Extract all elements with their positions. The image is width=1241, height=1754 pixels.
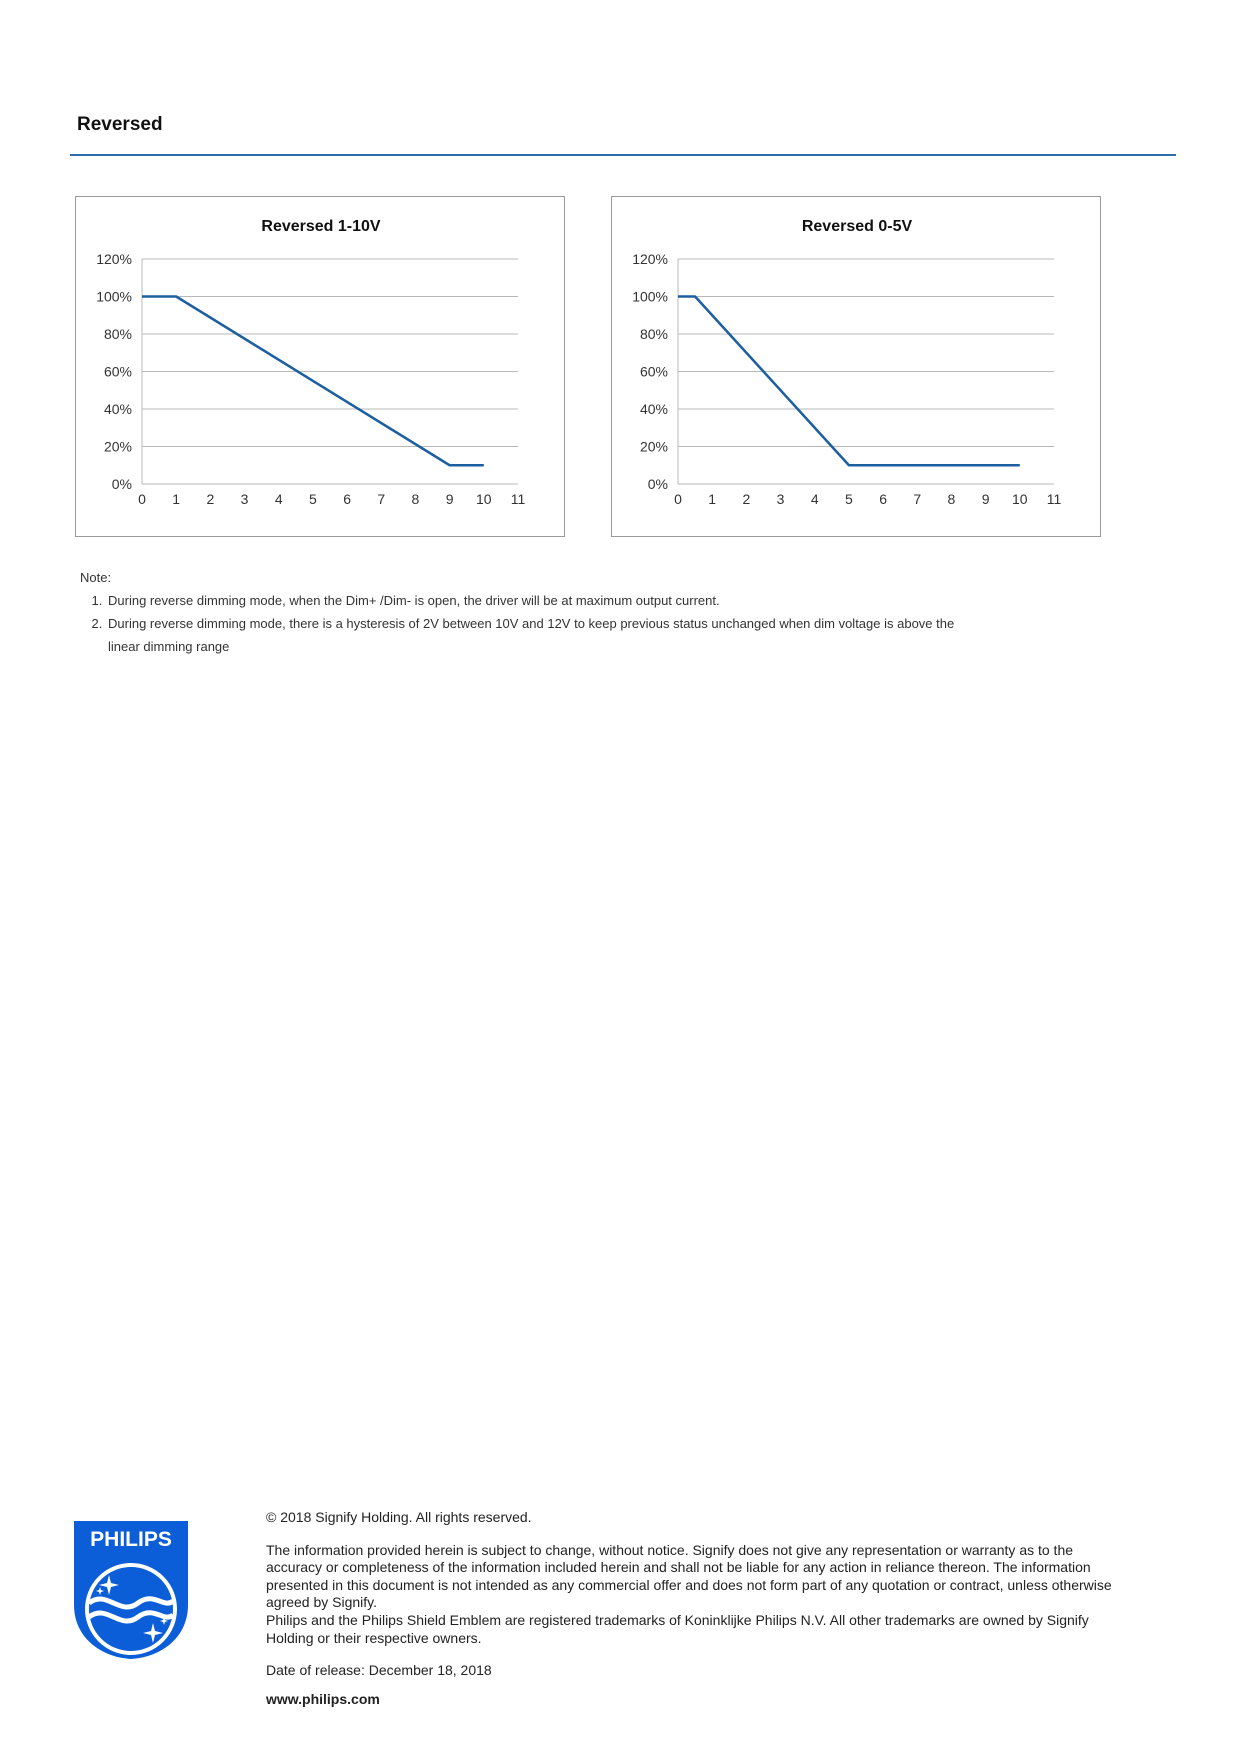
notes-list [80, 589, 980, 658]
y-tick-label: 120% [96, 251, 132, 267]
x-tick-label: 3 [776, 491, 785, 507]
x-tick-label: 4 [810, 491, 819, 507]
y-tick-label: 40% [103, 401, 132, 417]
x-tick-label: 7 [913, 491, 922, 507]
x-tick-label: 8 [411, 491, 420, 507]
y-tick-label: 40% [639, 401, 668, 417]
y-tick-label: 100% [632, 288, 668, 305]
series-line [678, 297, 1020, 466]
x-tick-label: 11 [510, 491, 526, 507]
x-tick-label: 4 [274, 491, 283, 507]
chart-title: Reversed 1-10V [261, 218, 381, 235]
y-tick-label: 0% [647, 476, 668, 492]
copyright: © 2018 Signify Holding. All rights reserved. [266, 1509, 532, 1525]
x-tick-label: 5 [845, 491, 853, 507]
x-tick-label: 8 [947, 491, 956, 507]
notes-label: Note: [80, 570, 112, 585]
footer [266, 1509, 1126, 1708]
note-item: 1. During reverse dimming mode, when the Dim+ /Dim- is open, the driver will be at maximum output current. [106, 589, 980, 612]
x-tick-label: 9 [981, 491, 990, 507]
y-tick-label: 20% [103, 438, 132, 455]
x-tick-label: 3 [240, 491, 249, 507]
chart-svg-2 [612, 197, 1102, 538]
notes-block [80, 566, 980, 658]
x-tick-label: 7 [377, 491, 386, 507]
x-tick-label: 2 [206, 491, 215, 507]
y-tick-label: 60% [103, 363, 132, 380]
y-tick-label: 100% [96, 288, 132, 305]
x-tick-label: 10 [1012, 491, 1028, 507]
philips-shield-logo [72, 1519, 190, 1661]
x-tick-label: 0 [138, 491, 146, 507]
disclaimer: The information provided herein is subject to change, without notice. Signify does not give any representation or warranty as to the accuracy or completeness of the information included herein and shall not be liable for any action in reliance thereon. The information presented in this document is not intended as any commercial offer and does not form part of any quotation or contract, unless otherwise agreed by Signify. [266, 1541, 1112, 1611]
x-tick-label: 0 [674, 491, 682, 507]
x-tick-label: 6 [343, 491, 351, 507]
y-tick-label: 60% [639, 363, 668, 380]
x-tick-label: 10 [476, 491, 492, 507]
x-tick-label: 11 [1046, 491, 1062, 507]
x-tick-label: 6 [879, 491, 887, 507]
section-title: Reversed [77, 114, 163, 135]
logo-wordmark: PHILIPS [90, 1528, 172, 1551]
chart-svg-1 [76, 197, 566, 538]
y-tick-label: 20% [639, 438, 668, 455]
x-tick-label: 5 [309, 491, 317, 507]
y-tick-label: 80% [103, 326, 132, 342]
y-tick-label: 80% [639, 326, 668, 342]
website-link[interactable]: www.philips.com [266, 1690, 380, 1707]
x-tick-label: 1 [172, 491, 181, 507]
trademark-notice: Philips and the Philips Shield Emblem are registered trademarks of Koninklijke Philips N.V. All other trademarks are owned by Signify Holding or their respective owners. [266, 1611, 1089, 1646]
x-tick-label: 1 [708, 491, 717, 507]
y-tick-label: 0% [111, 476, 132, 492]
chart-title: Reversed 0-5V [801, 218, 913, 235]
release-date: Date of release: December 18, 2018 [266, 1662, 492, 1679]
x-tick-label: 9 [445, 491, 454, 507]
chart-reversed-0-5v [611, 196, 1101, 537]
x-tick-label: 2 [742, 491, 751, 507]
y-tick-label: 120% [632, 251, 668, 267]
section-divider [70, 154, 1176, 156]
series-line [142, 297, 484, 466]
note-item: 2. During reverse dimming mode, there is a hysteresis of 2V between 10V and 12V to keep previous status unchanged when dim voltage is above the linear dimming range [106, 612, 980, 658]
chart-reversed-1-10v [75, 196, 565, 537]
